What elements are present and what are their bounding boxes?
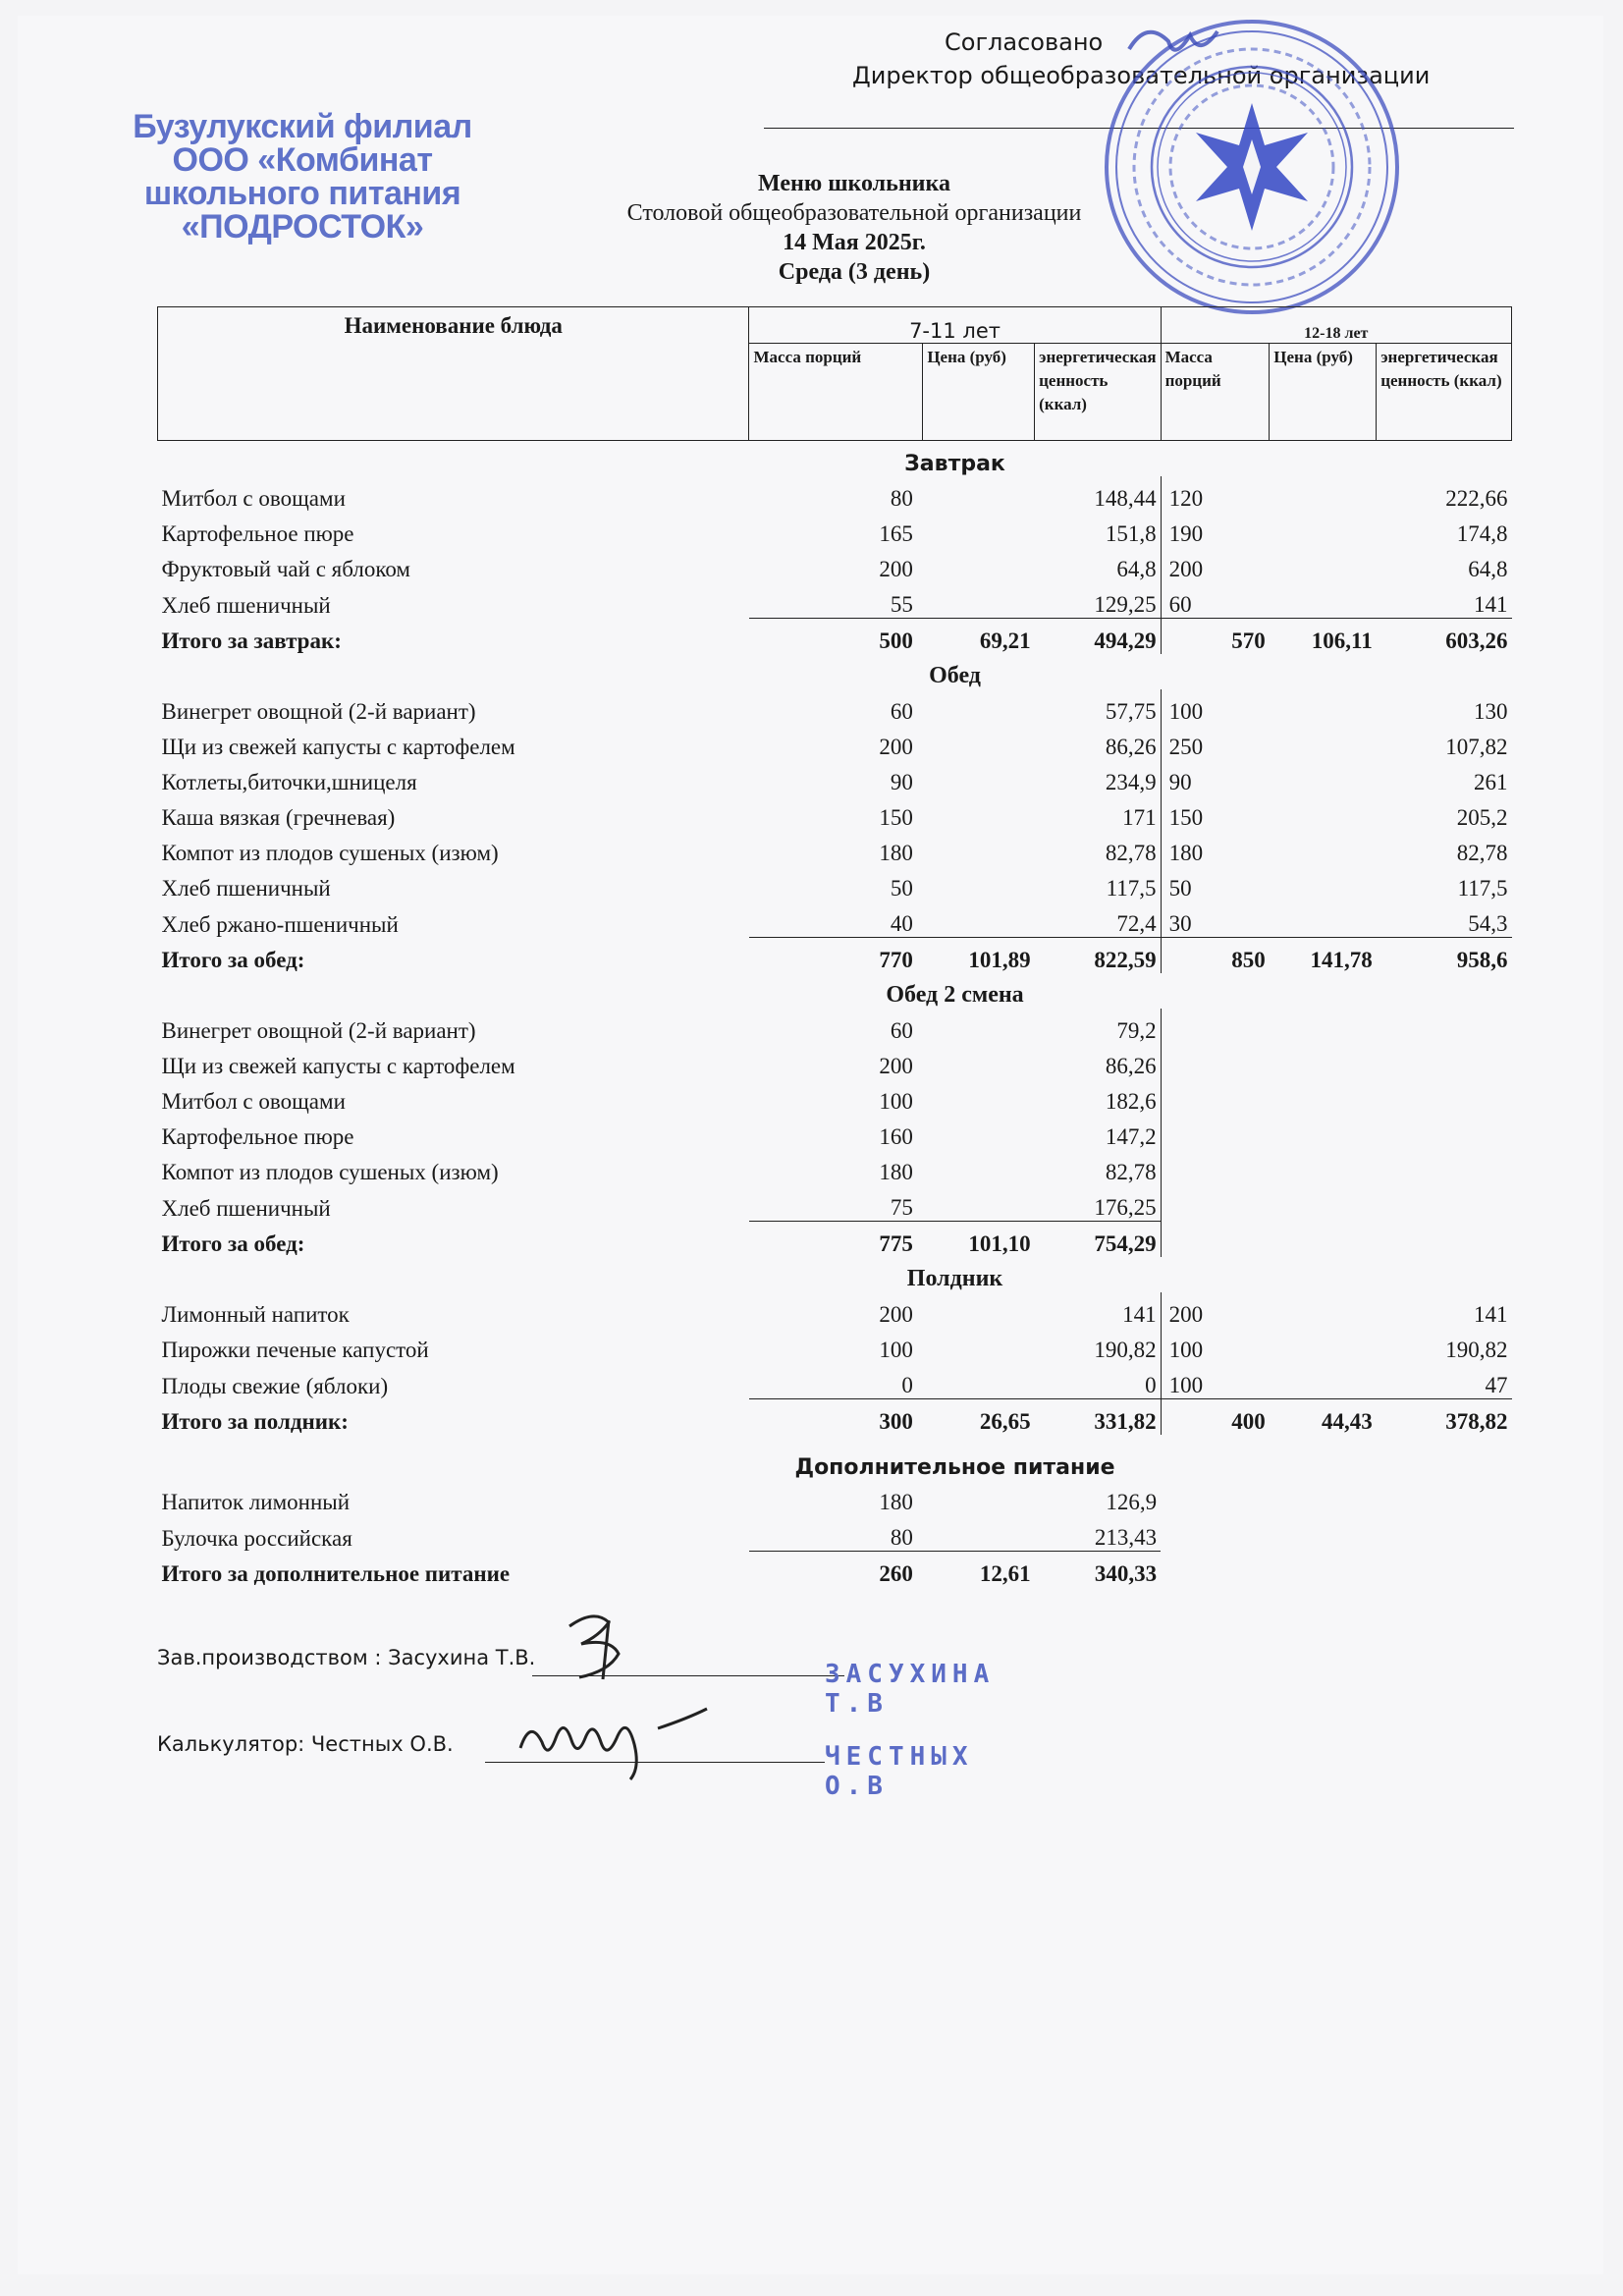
- total-mass-12-18: 400: [1161, 1399, 1270, 1436]
- total-label: Итого за полдник:: [161, 1409, 349, 1434]
- section-spacer: [1161, 654, 1511, 689]
- table-row: [158, 831, 1512, 866]
- total-mass-12-18: [1161, 1222, 1270, 1258]
- total-energy-7-11: 754,29: [1035, 1222, 1161, 1258]
- energy-7-11: 79,2: [1035, 1009, 1161, 1044]
- header-mass-2: Масса порций: [1161, 344, 1270, 441]
- table-row: [158, 725, 1512, 760]
- price-7-11: [923, 689, 1035, 725]
- mass-12-18: 90: [1168, 770, 1192, 794]
- energy-12-18: 261: [1474, 770, 1508, 794]
- price-7-11: [923, 1363, 1035, 1399]
- dish-name: Винегрет овощной (2-й вариант): [161, 1018, 476, 1043]
- mass-12-18: 60: [1168, 592, 1192, 617]
- dish-name: Хлеб пшеничный: [161, 592, 331, 618]
- mass-12-18: 30: [1168, 911, 1192, 936]
- energy-12-18: 141: [1474, 1302, 1508, 1327]
- price-12-18: [1270, 795, 1377, 831]
- mass-12-18: 100: [1168, 1373, 1204, 1397]
- mass-7-11: 75: [890, 1195, 913, 1220]
- section-title: Дополнительное питание: [794, 1455, 1115, 1480]
- price-12-18: [1270, 1480, 1377, 1515]
- age-group-7-11: 7-11 лет: [749, 307, 1161, 344]
- dish-name: Фруктовый чай с яблоком: [161, 557, 410, 581]
- mass-12-18: [1161, 1044, 1270, 1079]
- section-spacer: [158, 973, 749, 1009]
- energy-12-18: [1377, 1115, 1512, 1150]
- total-mass-7-11: 500: [749, 619, 923, 655]
- dish-name: Щи из свежей капусты с картофелем: [161, 735, 515, 759]
- dish-name: Напиток лимонный: [161, 1490, 351, 1514]
- total-price-7-11: 69,21: [923, 619, 1035, 655]
- price-7-11: [923, 831, 1035, 866]
- dish-name: Митбол с овощами: [161, 1089, 346, 1114]
- dish-name: Пирожки печеные капустой: [161, 1338, 429, 1362]
- section-spacer: [158, 654, 749, 689]
- mass-7-11: 80: [890, 486, 913, 511]
- table-row: [158, 866, 1512, 902]
- section-spacer: [158, 1435, 749, 1480]
- table-row: [158, 1009, 1512, 1044]
- energy-12-18: 130: [1474, 699, 1508, 724]
- mass-7-11: 60: [890, 699, 913, 724]
- table-row: [158, 1079, 1512, 1115]
- energy-12-18: 222,66: [1445, 486, 1508, 511]
- mass-7-11: 200: [879, 735, 913, 759]
- energy-12-18: [1377, 1150, 1512, 1185]
- energy-7-11: 86,26: [1035, 725, 1161, 760]
- table-row: [158, 512, 1512, 547]
- price-7-11: [923, 760, 1035, 795]
- dish-name: Котлеты,биточки,шницеля: [161, 770, 417, 794]
- energy-7-11: 213,43: [1094, 1525, 1158, 1550]
- energy-7-11: 126,9: [1106, 1490, 1158, 1514]
- dish-name: Хлеб пшеничный: [161, 876, 331, 901]
- production-manager-label: Зав.производством : Засухина Т.В.: [157, 1646, 536, 1669]
- total-price-7-11: 101,10: [923, 1222, 1035, 1258]
- header-price-1: Цена (руб): [923, 344, 1035, 441]
- total-price-7-11: 26,65: [923, 1399, 1035, 1436]
- table-row: [158, 1328, 1512, 1363]
- total-row: [158, 1222, 1512, 1258]
- table-row: [158, 547, 1512, 582]
- energy-7-11: 151,8: [1035, 512, 1161, 547]
- total-row: [158, 1552, 1512, 1588]
- price-12-18: [1270, 1009, 1377, 1044]
- mass-12-18: 50: [1168, 876, 1192, 901]
- energy-12-18: 54,3: [1468, 911, 1508, 936]
- total-price-12-18: [1270, 1222, 1377, 1258]
- price-12-18: [1270, 512, 1377, 547]
- production-signature-icon: [550, 1607, 668, 1685]
- production-name-stamp: ЗАСУХИНА Т.В: [825, 1660, 996, 1719]
- mass-12-18: [1161, 1185, 1270, 1222]
- total-mass-12-18: [1161, 1552, 1270, 1588]
- mass-7-11: 180: [879, 1160, 913, 1184]
- total-energy-12-18: 378,82: [1377, 1399, 1512, 1436]
- total-price-12-18: 141,78: [1270, 938, 1377, 974]
- energy-12-18: [1377, 1079, 1512, 1115]
- header-energy-1: энергетическая ценность (ккал): [1035, 344, 1161, 441]
- table-row: [158, 760, 1512, 795]
- mass-12-18: [1161, 1079, 1270, 1115]
- energy-7-11: 234,9: [1035, 760, 1161, 795]
- dish-name: Винегрет овощной (2-й вариант): [161, 699, 476, 724]
- mass-7-11: 100: [879, 1338, 913, 1362]
- table-row: [158, 1185, 1512, 1222]
- total-price-7-11: 101,89: [923, 938, 1035, 974]
- section-spacer: [158, 1257, 749, 1292]
- total-price-12-18: 44,43: [1270, 1399, 1377, 1436]
- mass-7-11: 80: [890, 1525, 913, 1550]
- title-line-2: Столовой общеобразовательной организации: [626, 200, 1082, 226]
- dish-name: Картофельное пюре: [161, 521, 354, 546]
- total-mass-7-11: 300: [749, 1399, 923, 1436]
- age-group-12-18: 12-18 лет: [1161, 307, 1511, 344]
- mass-12-18: 100: [1168, 1338, 1204, 1362]
- price-12-18: [1270, 582, 1377, 619]
- price-12-18: [1270, 866, 1377, 902]
- price-7-11: [923, 1292, 1035, 1328]
- energy-7-11: 64,8: [1035, 547, 1161, 582]
- price-7-11: [923, 795, 1035, 831]
- section-title: Полдник: [906, 1266, 1003, 1291]
- document-title: [511, 169, 1198, 287]
- total-energy-12-18: 603,26: [1377, 619, 1512, 655]
- total-energy-7-11: 822,59: [1035, 938, 1161, 974]
- price-12-18: [1270, 1115, 1377, 1150]
- total-price-12-18: [1270, 1552, 1377, 1588]
- total-mass-12-18: 850: [1161, 938, 1270, 974]
- section-title: Обед 2 смена: [886, 982, 1024, 1008]
- table-row: [158, 795, 1512, 831]
- mass-12-18: 120: [1168, 486, 1204, 511]
- energy-7-11: 86,26: [1035, 1044, 1161, 1079]
- price-7-11: [923, 1515, 1035, 1552]
- energy-12-18: 205,2: [1456, 805, 1508, 830]
- mass-7-11: 180: [879, 1490, 913, 1514]
- table-row: [158, 1115, 1512, 1150]
- total-row: [158, 1399, 1512, 1436]
- price-12-18: [1270, 1292, 1377, 1328]
- menu-table: [157, 306, 1512, 1587]
- mass-12-18: 100: [1168, 699, 1204, 724]
- price-12-18: [1270, 902, 1377, 938]
- mass-12-18: [1161, 1515, 1270, 1552]
- table-row: [158, 476, 1512, 512]
- energy-12-18: 64,8: [1468, 557, 1508, 581]
- total-label: Итого за обед:: [161, 948, 305, 972]
- price-7-11: [923, 1079, 1035, 1115]
- dish-name: Компот из плодов сушеных (изюм): [161, 1160, 499, 1184]
- dish-name: Компот из плодов сушеных (изюм): [161, 841, 499, 865]
- total-row: [158, 938, 1512, 974]
- section-header-row: [158, 1257, 1512, 1292]
- title-line-4: Среда (3 день): [778, 259, 931, 285]
- mass-12-18: [1161, 1480, 1270, 1515]
- price-12-18: [1270, 725, 1377, 760]
- dish-name: Плоды свежие (яблоки): [161, 1373, 389, 1398]
- table-row: [158, 1292, 1512, 1328]
- mass-7-11: 200: [879, 557, 913, 581]
- price-7-11: [923, 725, 1035, 760]
- mass-12-18: 250: [1168, 735, 1204, 759]
- total-mass-7-11: 775: [749, 1222, 923, 1258]
- mass-12-18: 150: [1168, 805, 1204, 830]
- dish-name: Щи из свежей капусты с картофелем: [161, 1054, 515, 1078]
- mass-7-11: 200: [879, 1302, 913, 1327]
- table-row: [158, 1150, 1512, 1185]
- header-mass-1: Масса порций: [749, 344, 923, 441]
- price-7-11: [923, 866, 1035, 902]
- table-row: [158, 689, 1512, 725]
- energy-12-18: [1377, 1515, 1512, 1552]
- energy-7-11: 129,25: [1035, 582, 1161, 619]
- mass-12-18: 200: [1168, 1302, 1204, 1327]
- price-12-18: [1270, 831, 1377, 866]
- energy-12-18: 107,82: [1445, 735, 1508, 759]
- price-12-18: [1270, 476, 1377, 512]
- mass-7-11: 100: [879, 1089, 913, 1114]
- table-row: [158, 902, 1512, 938]
- section-spacer: [1161, 1435, 1511, 1480]
- section-header-row: [158, 1435, 1512, 1480]
- dish-name: Хлеб пшеничный: [161, 1195, 331, 1221]
- price-7-11: [923, 1480, 1035, 1515]
- calculator-name-stamp: ЧЕСТНЫХ О.В: [825, 1742, 974, 1801]
- total-mass-7-11: 770: [749, 938, 923, 974]
- price-12-18: [1270, 1150, 1377, 1185]
- energy-7-11: 147,2: [1035, 1115, 1161, 1150]
- price-12-18: [1270, 1363, 1377, 1399]
- total-energy-12-18: [1377, 1222, 1512, 1258]
- dish-name: Картофельное пюре: [161, 1124, 354, 1149]
- section-spacer: [1161, 441, 1511, 477]
- energy-7-11: 0: [1035, 1363, 1161, 1399]
- energy-7-11: 57,75: [1035, 689, 1161, 725]
- total-mass-7-11: 260: [749, 1552, 923, 1588]
- total-label: Итого за завтрак:: [161, 629, 342, 653]
- energy-7-11: 182,6: [1035, 1079, 1161, 1115]
- price-7-11: [923, 512, 1035, 547]
- price-7-11: [923, 547, 1035, 582]
- total-row: [158, 619, 1512, 655]
- energy-7-11: 190,82: [1035, 1328, 1161, 1363]
- energy-7-11: 82,78: [1035, 831, 1161, 866]
- price-7-11: [923, 1115, 1035, 1150]
- mass-7-11: 180: [879, 841, 913, 865]
- mass-7-11: 90: [890, 770, 913, 794]
- mass-12-18: 200: [1168, 557, 1204, 581]
- mass-7-11: 60: [890, 1018, 913, 1043]
- price-12-18: [1270, 689, 1377, 725]
- price-12-18: [1270, 1185, 1377, 1222]
- table-row: [158, 582, 1512, 619]
- energy-7-11: 117,5: [1035, 866, 1161, 902]
- energy-7-11: 176,25: [1035, 1185, 1161, 1222]
- table-row: [158, 1480, 1512, 1515]
- energy-7-11: 171: [1035, 795, 1161, 831]
- section-title: Обед: [929, 663, 981, 688]
- price-7-11: [923, 1150, 1035, 1185]
- energy-7-11: 148,44: [1035, 476, 1161, 512]
- price-12-18: [1270, 760, 1377, 795]
- mass-12-18: [1161, 1009, 1270, 1044]
- section-header-row: [158, 441, 1512, 477]
- energy-12-18: 190,82: [1445, 1338, 1508, 1362]
- table-row: [158, 1515, 1512, 1552]
- energy-12-18: 82,78: [1456, 841, 1508, 865]
- energy-12-18: 47: [1485, 1373, 1508, 1397]
- total-energy-12-18: 958,6: [1377, 938, 1512, 974]
- section-title: Завтрак: [749, 441, 1161, 477]
- mass-7-11: 150: [879, 805, 913, 830]
- approval-label: Согласовано: [945, 28, 1104, 56]
- dish-name: Хлеб ржано-пшеничный: [161, 911, 399, 937]
- price-12-18: [1270, 1079, 1377, 1115]
- total-energy-12-18: [1377, 1552, 1512, 1588]
- total-energy-7-11: 340,33: [1035, 1552, 1161, 1588]
- price-7-11: [923, 1328, 1035, 1363]
- dish-name: Булочка российская: [161, 1525, 352, 1551]
- price-7-11: [923, 476, 1035, 512]
- energy-12-18: 174,8: [1456, 521, 1508, 546]
- price-7-11: [923, 902, 1035, 938]
- total-label: Итого за обед:: [161, 1231, 305, 1256]
- section-header-row: [158, 654, 1512, 689]
- total-mass-12-18: 570: [1161, 619, 1270, 655]
- title-line-3: 14 Мая 2025г.: [783, 230, 926, 255]
- header-price-2: Цена (руб): [1270, 344, 1377, 441]
- energy-7-11: 82,78: [1035, 1150, 1161, 1185]
- energy-7-11: 141: [1035, 1292, 1161, 1328]
- approver-title: Директор общеобразовательной организации: [852, 62, 1431, 89]
- mass-12-18: [1161, 1115, 1270, 1150]
- total-label: Итого за дополнительное питание: [161, 1561, 511, 1586]
- column-header-dish: Наименование блюда: [158, 307, 749, 441]
- total-price-12-18: 106,11: [1270, 619, 1377, 655]
- dish-name: Лимонный напиток: [161, 1302, 350, 1327]
- price-12-18: [1270, 1044, 1377, 1079]
- energy-12-18: [1377, 1009, 1512, 1044]
- section-spacer: [1161, 973, 1511, 1009]
- table-row: [158, 1363, 1512, 1399]
- energy-12-18: [1377, 1185, 1512, 1222]
- energy-12-18: [1377, 1044, 1512, 1079]
- header-energy-2: энергетическая ценность (ккал): [1377, 344, 1512, 441]
- mass-12-18: 180: [1168, 841, 1204, 865]
- price-7-11: [923, 1009, 1035, 1044]
- calculator-signature-icon: [511, 1699, 727, 1787]
- mass-7-11: 40: [890, 911, 913, 936]
- price-12-18: [1270, 547, 1377, 582]
- title-line-1: Меню школьника: [758, 171, 950, 196]
- mass-7-11: 160: [879, 1124, 913, 1149]
- total-energy-7-11: 331,82: [1035, 1399, 1161, 1436]
- total-price-7-11: 12,61: [923, 1552, 1035, 1588]
- table-row: [158, 1044, 1512, 1079]
- price-12-18: [1270, 1328, 1377, 1363]
- section-header-row: [158, 973, 1512, 1009]
- dish-name: Каша вязкая (гречневая): [161, 805, 396, 830]
- total-energy-7-11: 494,29: [1035, 619, 1161, 655]
- energy-12-18: [1377, 1480, 1512, 1515]
- price-12-18: [1270, 1515, 1377, 1552]
- mass-7-11: 200: [879, 1054, 913, 1078]
- dish-name: Митбол с овощами: [161, 486, 346, 511]
- mass-7-11: 50: [890, 876, 913, 901]
- mass-7-11: 0: [901, 1373, 913, 1397]
- mass-7-11: 165: [879, 521, 913, 546]
- mass-7-11: 55: [890, 592, 913, 617]
- price-7-11: [923, 1044, 1035, 1079]
- company-stamp: Бузулукский филиал ООО «Комбинат школьного питания «ПОДРОСТОК»: [133, 108, 472, 246]
- energy-12-18: 141: [1474, 592, 1508, 617]
- section-spacer: [158, 441, 749, 477]
- energy-7-11: 72,4: [1035, 902, 1161, 938]
- section-spacer: [1161, 1257, 1511, 1292]
- price-7-11: [923, 582, 1035, 619]
- calculator-label: Калькулятор: Честных О.В.: [157, 1732, 454, 1756]
- mass-12-18: [1161, 1150, 1270, 1185]
- price-7-11: [923, 1185, 1035, 1222]
- energy-12-18: 117,5: [1457, 876, 1508, 901]
- mass-12-18: 190: [1168, 521, 1204, 546]
